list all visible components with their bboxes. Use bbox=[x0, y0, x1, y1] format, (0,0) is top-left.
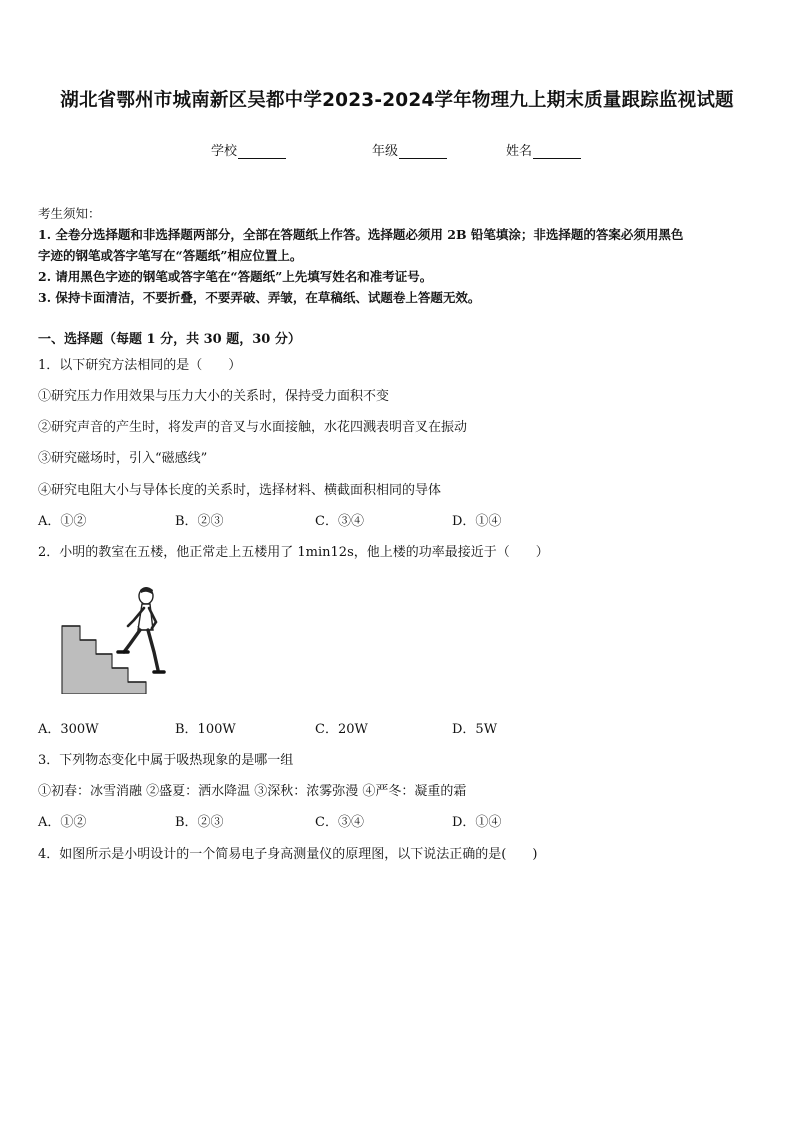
q2-stem: 2．小明的教室在五楼，他正常走上五楼用了 1min12s，他上楼的功率最接近于（ ） bbox=[38, 545, 549, 560]
exam-notice bbox=[38, 203, 760, 308]
grade-field bbox=[372, 140, 447, 159]
q1-stem: 1．以下研究方法相同的是（ ） bbox=[38, 358, 242, 373]
q2-option-c[interactable]: C．20W bbox=[315, 722, 368, 737]
grade-label: 年级 bbox=[372, 144, 399, 159]
q1-statement-1: ①研究压力作用效果与压力大小的关系时，保持受力面积不变 bbox=[38, 389, 390, 404]
q3-option-c[interactable]: C．③④ bbox=[315, 815, 364, 830]
q4-stem: 4．如图所示是小明设计的一个简易电子身高测量仪的原理图，以下说法正确的是( ) bbox=[38, 847, 538, 862]
q3-option-d[interactable]: D．①④ bbox=[452, 815, 502, 830]
q3-options bbox=[38, 811, 598, 831]
name-blank bbox=[533, 144, 581, 159]
q3-option-a[interactable]: A．①② bbox=[38, 815, 87, 830]
q1-option-d[interactable]: D．①④ bbox=[452, 514, 502, 529]
q2-option-b[interactable]: B．100W bbox=[175, 722, 236, 737]
stairs-climbing-figure bbox=[58, 582, 170, 694]
q1-option-c[interactable]: C．③④ bbox=[315, 514, 364, 529]
name-label: 姓名 bbox=[506, 144, 533, 159]
q1-statement-3: ③研究磁场时，引入“磁感线” bbox=[38, 451, 208, 466]
q2-option-d[interactable]: D．5W bbox=[452, 722, 498, 737]
q2-option-a[interactable]: A．300W bbox=[38, 722, 99, 737]
q1-option-b[interactable]: B．②③ bbox=[175, 514, 224, 529]
q2-options bbox=[38, 718, 598, 738]
grade-blank bbox=[399, 144, 447, 159]
exam-title: 湖北省鄂州市城南新区吴都中学2023-2024学年物理九上期末质量跟踪监视试题 bbox=[60, 90, 734, 111]
q1-options bbox=[38, 510, 598, 530]
q1-option-a[interactable]: A．①② bbox=[38, 514, 87, 529]
notice-item-3: 3. 保持卡面清洁，不要折叠，不要弄破、弄皱，在草稿纸、试题卷上答题无效。 bbox=[38, 290, 481, 305]
q3-stem: 3．下列物态变化中属于吸热现象的是哪一组 bbox=[38, 753, 294, 768]
q3-option-b[interactable]: B．②③ bbox=[175, 815, 224, 830]
school-label: 学校 bbox=[211, 144, 238, 159]
section-heading: 一、选择题（每题 1 分，共 30 题，30 分） bbox=[38, 332, 301, 347]
notice-item-1b: 字迹的钢笔或答字笔写在“答题纸”相应位置上。 bbox=[38, 248, 303, 263]
school-blank bbox=[238, 144, 286, 159]
q1-statement-2: ②研究声音的产生时，将发声的音叉与水面接触，水花四溅表明音叉在振动 bbox=[38, 420, 468, 435]
notice-heading: 考生须知： bbox=[38, 206, 101, 221]
school-field bbox=[211, 140, 286, 159]
q3-items: ①初春：冰雪消融 ②盛夏：洒水降温 ③深秋：浓雾弥漫 ④严冬：凝重的霜 bbox=[38, 784, 467, 799]
notice-item-1a: 1. 全卷分选择题和非选择题两部分，全部在答题纸上作答。选择题必须用 2B 铅笔填涂；非选择题的答案必须用黑色 bbox=[38, 227, 684, 242]
q1-statement-4: ④研究电阻大小与导体长度的关系时，选择材料、横截面积相同的导体 bbox=[38, 483, 442, 498]
notice-item-2: 2. 请用黑色字迹的钢笔或答字笔在“答题纸”上先填写姓名和准考证号。 bbox=[38, 269, 433, 284]
name-field bbox=[506, 140, 581, 159]
